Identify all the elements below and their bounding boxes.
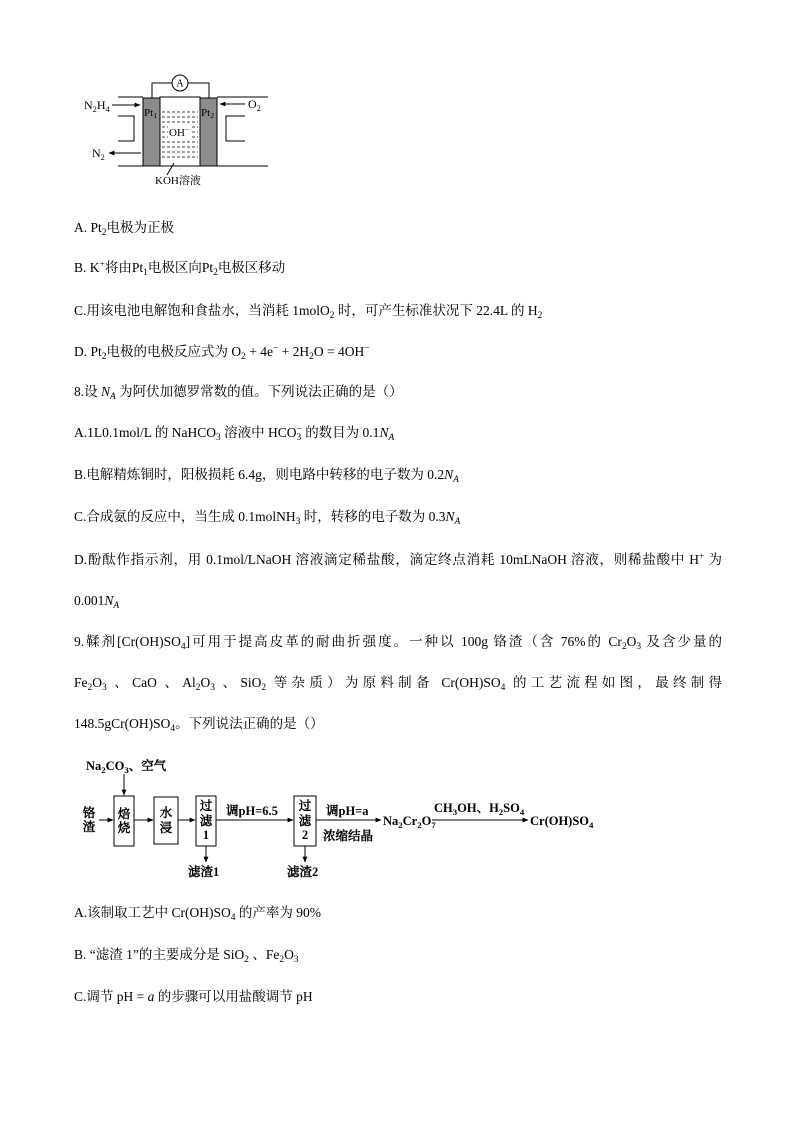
- text-run: 的产率为 90%: [235, 905, 321, 920]
- q8-option-c: [74, 507, 460, 527]
- text-run: 4: [230, 912, 236, 923]
- text-run: 、Fe: [248, 947, 280, 962]
- text-run: 。下列说法正确的是（）: [175, 716, 324, 731]
- q9-stem-line-1: [74, 632, 722, 652]
- text-run: B. “滤渣 1”的主要成分是 SiO: [74, 947, 245, 962]
- text-run: 4: [519, 806, 525, 817]
- text-run: 、SiO: [214, 675, 262, 690]
- text-run: 2: [537, 310, 543, 321]
- text-run: N: [92, 146, 101, 160]
- text-run: 2: [621, 641, 627, 652]
- text-run: −: [296, 425, 302, 436]
- text-run: A: [388, 432, 395, 443]
- flow-step-filter-2: [294, 796, 316, 846]
- q8-option-d: [74, 550, 722, 570]
- text-run: 2: [210, 111, 215, 121]
- ammeter-label: A: [176, 78, 184, 90]
- text-run: 4: [105, 104, 110, 114]
- text-run: 2: [244, 954, 249, 965]
- q7-option-c: [74, 301, 542, 321]
- text-run: 2: [398, 819, 403, 830]
- text-run: Na: [383, 814, 399, 828]
- text-run: 148.5gCr(OH)SO: [74, 716, 171, 731]
- text-run: 2: [101, 227, 107, 238]
- text-run: Cr(OH)SO: [530, 814, 590, 828]
- text-run: 为阿伏加德罗常数的值。下列说法正确的是（）: [115, 384, 403, 399]
- flow-step-leach: [154, 797, 178, 844]
- flow-crystallize: 浓缩结晶: [323, 829, 374, 843]
- text-run: 2: [100, 152, 105, 162]
- q9-option-a: [74, 903, 321, 923]
- text-run: 电极为正极: [106, 220, 174, 235]
- text-run: 9.鞣剂[Cr(OH)SO: [74, 634, 181, 649]
- flow-reagent-2: [434, 801, 524, 816]
- text-run: 2: [256, 103, 261, 113]
- text-run: A.1L0.1mol/L 的 NaHCO: [74, 425, 216, 440]
- text-run: 4: [589, 819, 594, 830]
- text-run: 时，可产生标准状况下 22.4L 的 H: [334, 303, 538, 318]
- flow-step-filter-2-text: 过滤2: [298, 799, 312, 843]
- text-run: C.用该电池电解饱和食盐水，当消耗 1molO: [74, 303, 330, 318]
- q9-stem-line-2: [74, 673, 722, 693]
- text-run: 3: [293, 954, 299, 965]
- text-run: 3: [452, 806, 458, 817]
- text-run: B. K: [74, 260, 100, 275]
- flow-step-leach-text: 水浸: [159, 806, 173, 835]
- flow-adjust-2: 调pH=a: [326, 804, 369, 818]
- text-run: + 4e: [245, 344, 273, 359]
- text-run: 3: [124, 764, 129, 775]
- text-run: 2: [417, 819, 422, 830]
- text-run: 2: [101, 764, 106, 775]
- text-run: 时，转移的电子数为 0.3: [300, 509, 446, 524]
- text-run: H: [96, 98, 106, 112]
- text-run: 、CaO 、Al: [106, 675, 196, 690]
- text-run: C.合成氨的反应中，当生成 0.1molNH: [74, 509, 296, 524]
- text-run: 将由Pt: [104, 260, 144, 275]
- text-run: A: [110, 391, 116, 402]
- text-run: 3: [216, 432, 221, 443]
- text-run: Pt: [144, 107, 154, 119]
- text-run: D. Pt: [74, 344, 102, 359]
- flow-step-roast: [114, 796, 134, 846]
- text-run: 2: [213, 267, 218, 278]
- label-electrolyte: KOH溶液: [155, 175, 201, 187]
- text-run: 3: [296, 432, 302, 443]
- text-run: OH、H: [457, 801, 499, 815]
- text-run: OH: [169, 127, 185, 139]
- text-run: 的步骤可以用盐酸调节 pH: [154, 989, 313, 1004]
- text-run: 3: [295, 516, 301, 527]
- label-hydroxide-ion: [168, 126, 190, 140]
- text-run: N: [84, 98, 93, 112]
- text-run: 溶液中 HCO: [220, 425, 297, 440]
- text-run: 2: [261, 682, 267, 693]
- text-run: −: [272, 344, 279, 355]
- flow-raw-material-text: 铬渣: [82, 805, 96, 834]
- q8-option-d-continued: [74, 591, 119, 611]
- flow-adjust-1: 调pH=6.5: [226, 804, 278, 818]
- flow-product: [530, 814, 593, 829]
- text-run: 2: [329, 310, 335, 321]
- text-run: 4: [180, 641, 186, 652]
- q8-option-a: [74, 423, 394, 443]
- text-run: 为: [704, 552, 723, 567]
- right-chamber-divider: [226, 116, 245, 141]
- text-run: 2: [279, 954, 285, 965]
- text-run: 3: [101, 682, 107, 693]
- label-anode-feed: [84, 98, 110, 112]
- wire-right: [188, 83, 209, 98]
- text-run: 0.001: [74, 593, 105, 608]
- text-run: 、空气: [128, 759, 167, 773]
- text-run: O: [248, 97, 257, 111]
- text-run: N: [104, 593, 114, 608]
- q9-option-c: [74, 987, 313, 1007]
- q7-option-a: [74, 218, 174, 238]
- text-run: 2: [101, 351, 107, 362]
- text-run: 2: [241, 351, 246, 362]
- text-run: A: [454, 516, 461, 527]
- text-run: 电极区向Pt: [147, 260, 214, 275]
- text-run: +: [699, 552, 705, 563]
- text-run: D.酚酞作指示剂，用 0.1mol/LNaOH 溶液滴定稀盐酸，滴定终点消耗 10mLNaOH 溶液，则稀盐酸中 H: [74, 552, 700, 567]
- text-run: N: [444, 467, 454, 482]
- wire-left: [152, 83, 172, 98]
- text-run: 等杂质）为原料制备 Cr(OH)SO: [266, 675, 501, 690]
- flow-raw-material: [80, 804, 98, 836]
- text-run: N: [101, 384, 111, 399]
- text-run: O: [92, 675, 102, 690]
- flow-intermediate: [383, 814, 436, 829]
- text-run: −: [184, 125, 190, 135]
- q7-option-d: [74, 342, 370, 362]
- text-run: CO: [105, 759, 125, 773]
- text-run: Fe: [74, 675, 88, 690]
- text-run: O = 4OH: [313, 344, 365, 359]
- q7-option-b: [74, 258, 285, 278]
- text-run: 7: [431, 819, 436, 830]
- text-run: N: [379, 425, 389, 440]
- flow-residue-1: 滤渣1: [188, 865, 220, 879]
- text-run: 2: [498, 806, 504, 817]
- text-run: 4: [170, 723, 176, 734]
- text-run: 4: [500, 682, 506, 693]
- q8-option-b: [74, 465, 459, 485]
- flow-step-filter-1-text: 过滤1: [199, 799, 213, 843]
- text-run: O: [200, 675, 211, 690]
- flow-step-filter-1: [196, 796, 216, 846]
- text-run: 2: [195, 682, 201, 693]
- text-run: A.该制取工艺中 Cr(OH)SO: [74, 905, 231, 920]
- text-run: Pt: [201, 107, 211, 119]
- text-run: Na: [86, 759, 102, 773]
- flow-step-roast-text: 焙烧: [117, 806, 131, 835]
- label-anode-exhaust: [92, 146, 105, 160]
- text-run: 及含少量的: [641, 634, 723, 649]
- label-electrode-left: [144, 106, 157, 120]
- flow-residue-2: 滤渣2: [287, 865, 319, 879]
- text-run: Cr: [402, 814, 418, 828]
- text-run: 的工艺流程如图，最终制得: [505, 675, 723, 690]
- text-run: 8.设: [74, 384, 101, 399]
- label-cathode-feed: [248, 97, 261, 111]
- text-run: 2: [309, 351, 314, 362]
- text-run: 的数目为 0.1: [301, 425, 380, 440]
- text-run: 1: [143, 267, 148, 278]
- text-run: O: [421, 814, 432, 828]
- text-run: 2: [87, 682, 93, 693]
- text-run: C.调节 pH =: [74, 989, 148, 1004]
- label-electrode-right: [201, 106, 214, 120]
- text-run: 2: [92, 104, 97, 114]
- text-run: B.电解精炼铜时，阳极损耗 6.4g，则电路中转移的电子数为 0.2: [74, 467, 445, 482]
- text-run: 电极区移动: [217, 260, 286, 275]
- q9-option-b: [74, 945, 299, 965]
- text-run: −: [364, 344, 370, 355]
- text-run: ]可用于提高皮革的耐曲折强度。一种以 100g 铬渣（含 76%的 Cr: [185, 634, 622, 649]
- text-run: a: [147, 989, 155, 1004]
- text-run: +: [99, 260, 105, 271]
- q8-stem: [74, 382, 403, 402]
- text-run: O: [626, 634, 637, 649]
- text-run: 3: [210, 682, 215, 693]
- flow-reagent-top: [86, 759, 166, 774]
- text-run: CH: [434, 801, 453, 815]
- text-run: + 2H: [278, 344, 310, 359]
- q9-stem-line-3: [74, 714, 324, 734]
- text-run: 电极的电极反应式为 O: [106, 344, 242, 359]
- text-run: SO: [503, 801, 520, 815]
- text-run: A: [113, 600, 120, 611]
- text-run: A: [453, 474, 459, 485]
- text-run: 1: [153, 111, 158, 121]
- text-run: 3: [636, 641, 642, 652]
- text-run: A. Pt: [74, 220, 102, 235]
- text-run: O: [284, 947, 294, 962]
- text-run: N: [445, 509, 455, 524]
- left-chamber-divider: [118, 116, 134, 141]
